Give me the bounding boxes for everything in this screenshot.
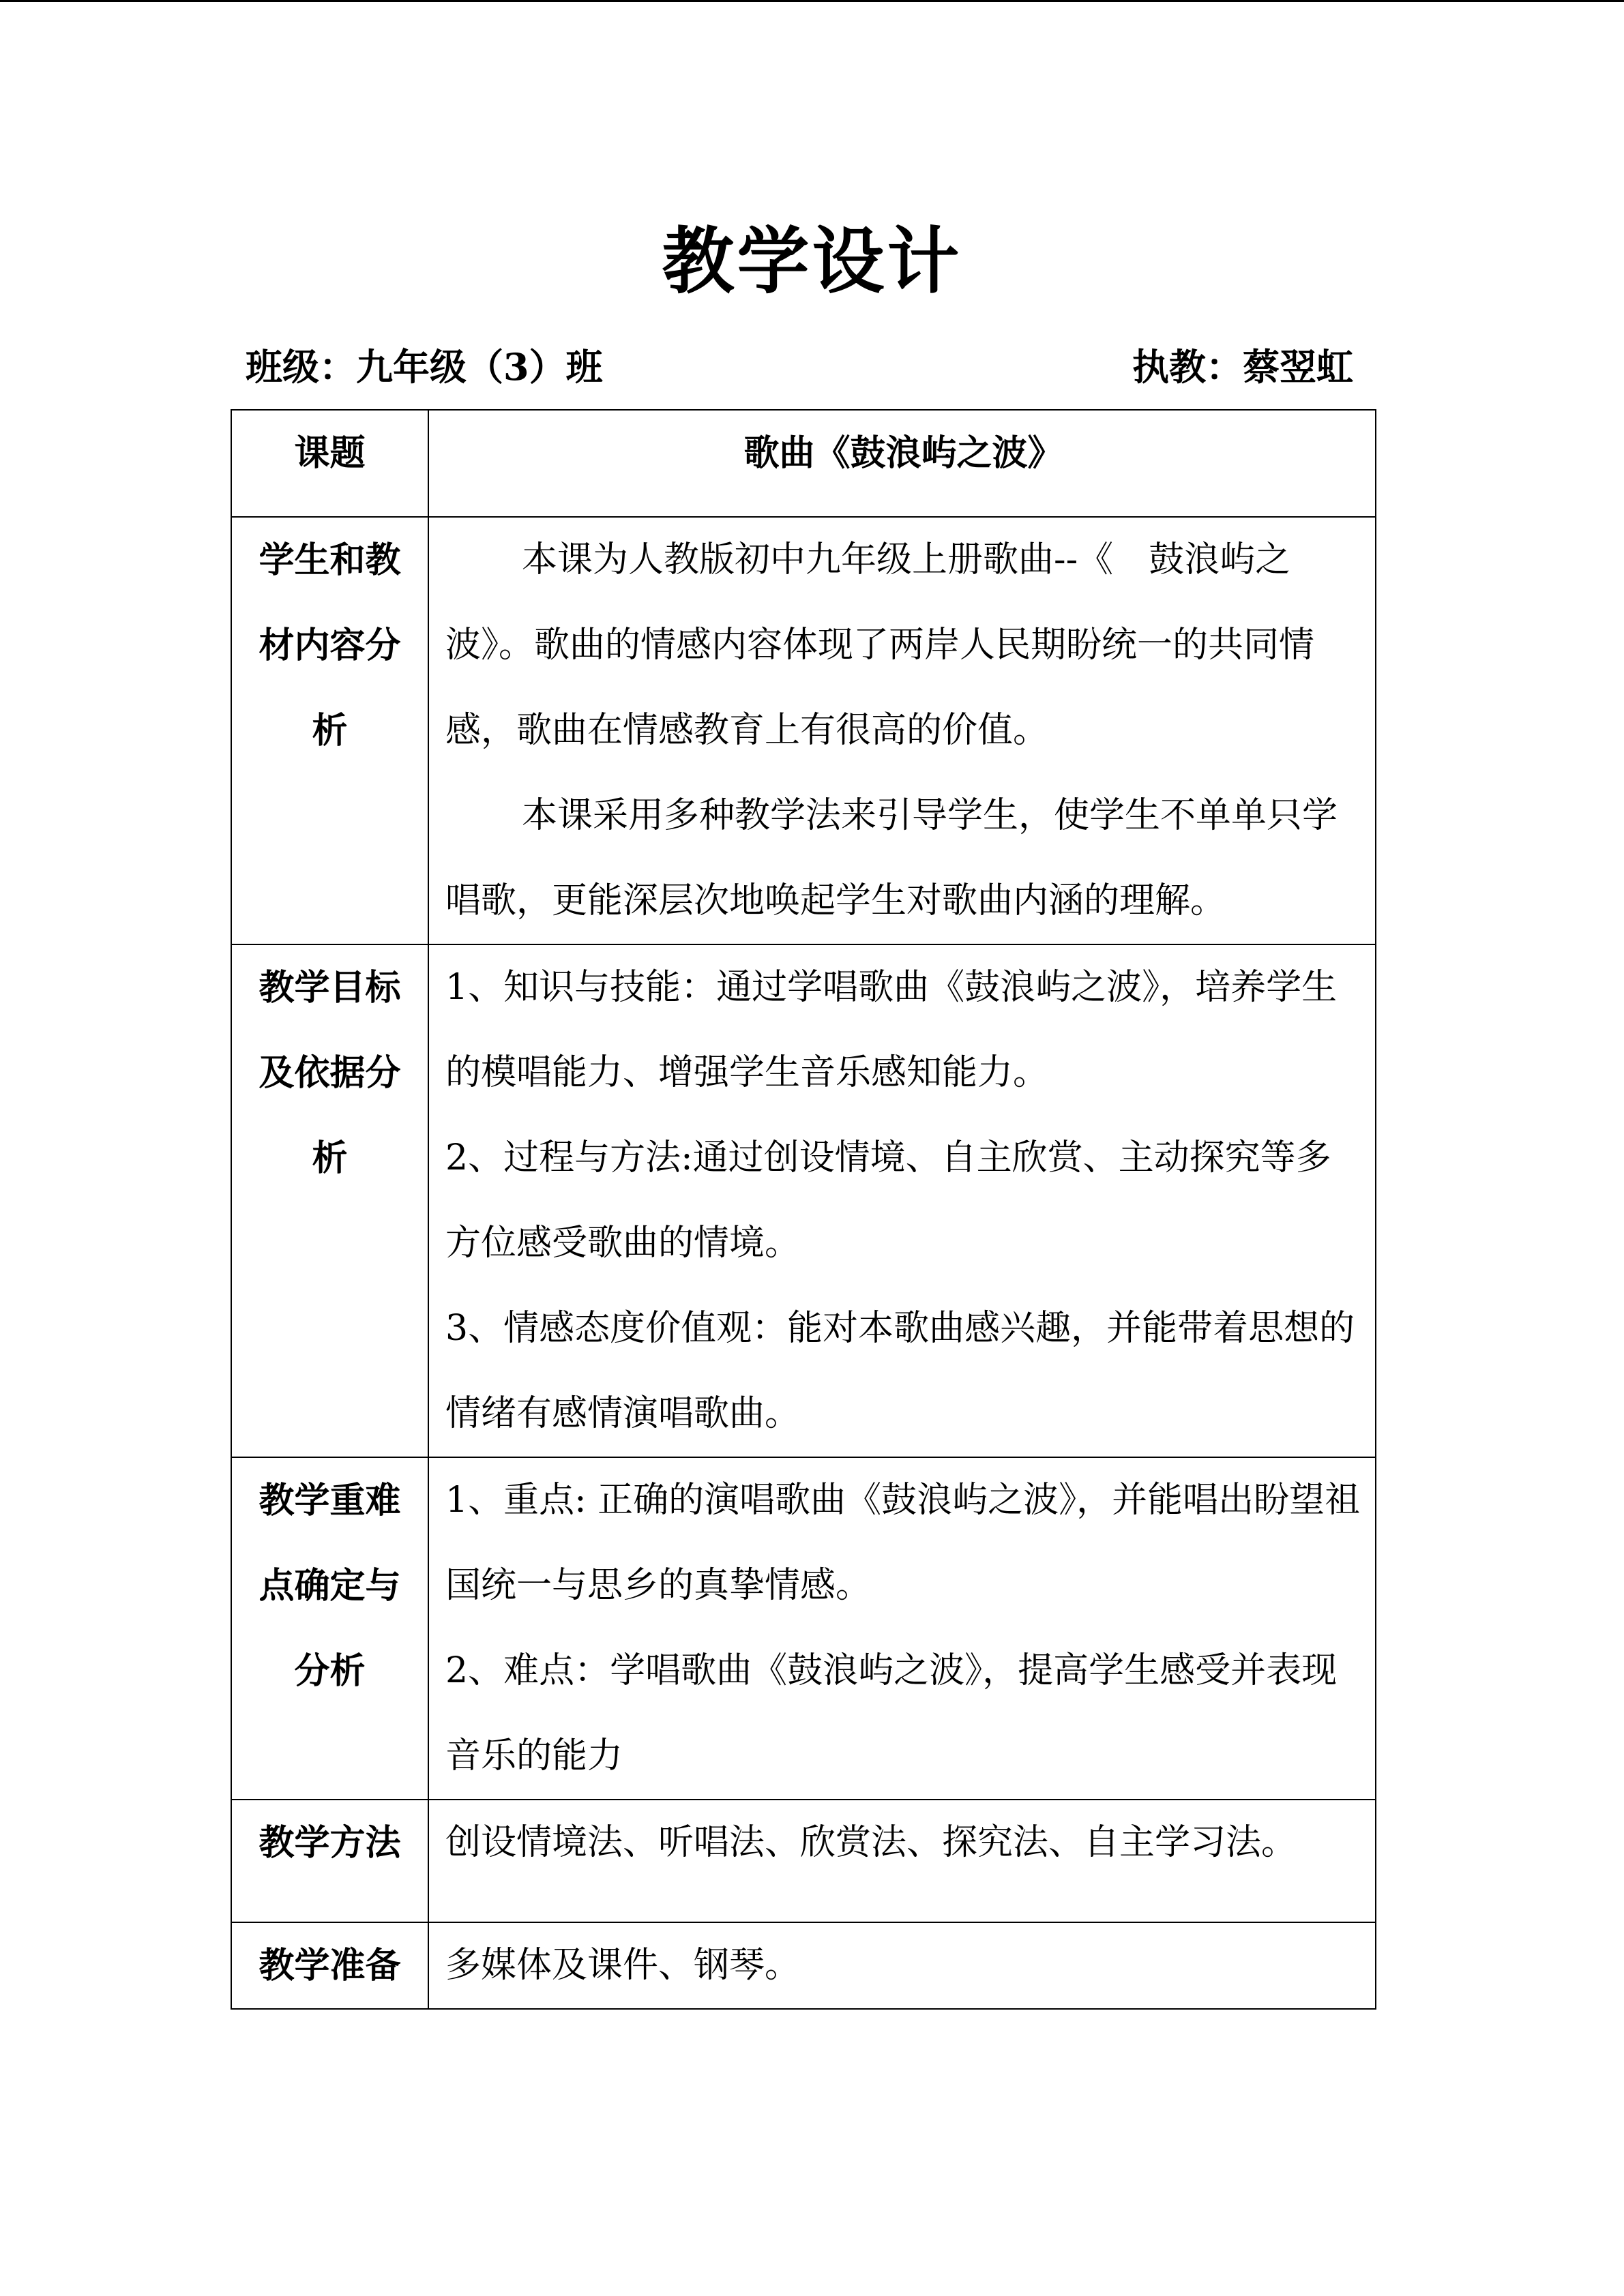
analysis-paragraph: 本课采用多种教学法来引导学生，使学生不单单只学唱歌，更能深层次地唤起学生对歌曲内涵的理解。 [445, 795, 1338, 921]
objective-item: 3、情感态度价值观：能对本歌曲感兴趣，并能带着思想的情绪有感情演唱歌曲。 [445, 1308, 1355, 1434]
teacher-info: 执教：蔡翌虹 [1132, 345, 1353, 389]
topic-label: 课题 [231, 410, 428, 517]
objective-item: 2、过程与方法:通过创设情境、自主欣赏、主动探究等多方位感受歌曲的情境。 [445, 1137, 1331, 1264]
objective-item: 1、知识与技能：通过学唱歌曲《鼓浪屿之波》，培养学生的模唱能力、增强学生音乐感知能力。 [445, 967, 1338, 1093]
methods-value: 创设情境法、听唱法、欣赏法、探究法、自主学习法。 [428, 1800, 1376, 1922]
page-title: 教学设计 [662, 218, 962, 303]
table-row-methods [231, 1800, 1376, 1922]
table-row-analysis [231, 517, 1376, 944]
analysis-paragraph: 本课为人教版初中九年级上册歌曲--《 鼓浪屿之波》。歌曲的情感内容体现了两岸人民期盼统一的共同情感，歌曲在情感教育上有很高的价值。 [445, 539, 1315, 751]
table-row-topic [231, 410, 1376, 517]
key-points-label: 教学重难点确定与分析 [231, 1457, 428, 1800]
class-info: 班级：九年级（3）班 [246, 345, 603, 389]
objectives-content [428, 944, 1376, 1457]
objectives-label: 教学目标及依据分析 [231, 944, 428, 1457]
top-border-line [0, 0, 1624, 2]
lesson-design-table [231, 409, 1376, 2010]
key-point-item: 2、难点：学唱歌曲《鼓浪屿之波》，提高学生感受并表现音乐的能力 [445, 1650, 1338, 1776]
table-row-key-points [231, 1457, 1376, 1800]
analysis-label: 学生和教材内容分析 [231, 517, 428, 944]
table-row-objectives [231, 944, 1376, 1457]
preparation-label: 教学准备 [231, 1922, 428, 2009]
analysis-content [428, 517, 1376, 944]
topic-value: 歌曲《鼓浪屿之波》 [428, 410, 1376, 517]
table-row-preparation [231, 1922, 1376, 2009]
methods-label: 教学方法 [231, 1800, 428, 1922]
key-point-item: 1、重点: 正确的演唱歌曲《鼓浪屿之波》，并能唱出盼望祖国统一与思乡的真挚情感。 [445, 1480, 1361, 1606]
preparation-value: 多媒体及课件、钢琴。 [428, 1922, 1376, 2009]
key-points-content [428, 1457, 1376, 1800]
